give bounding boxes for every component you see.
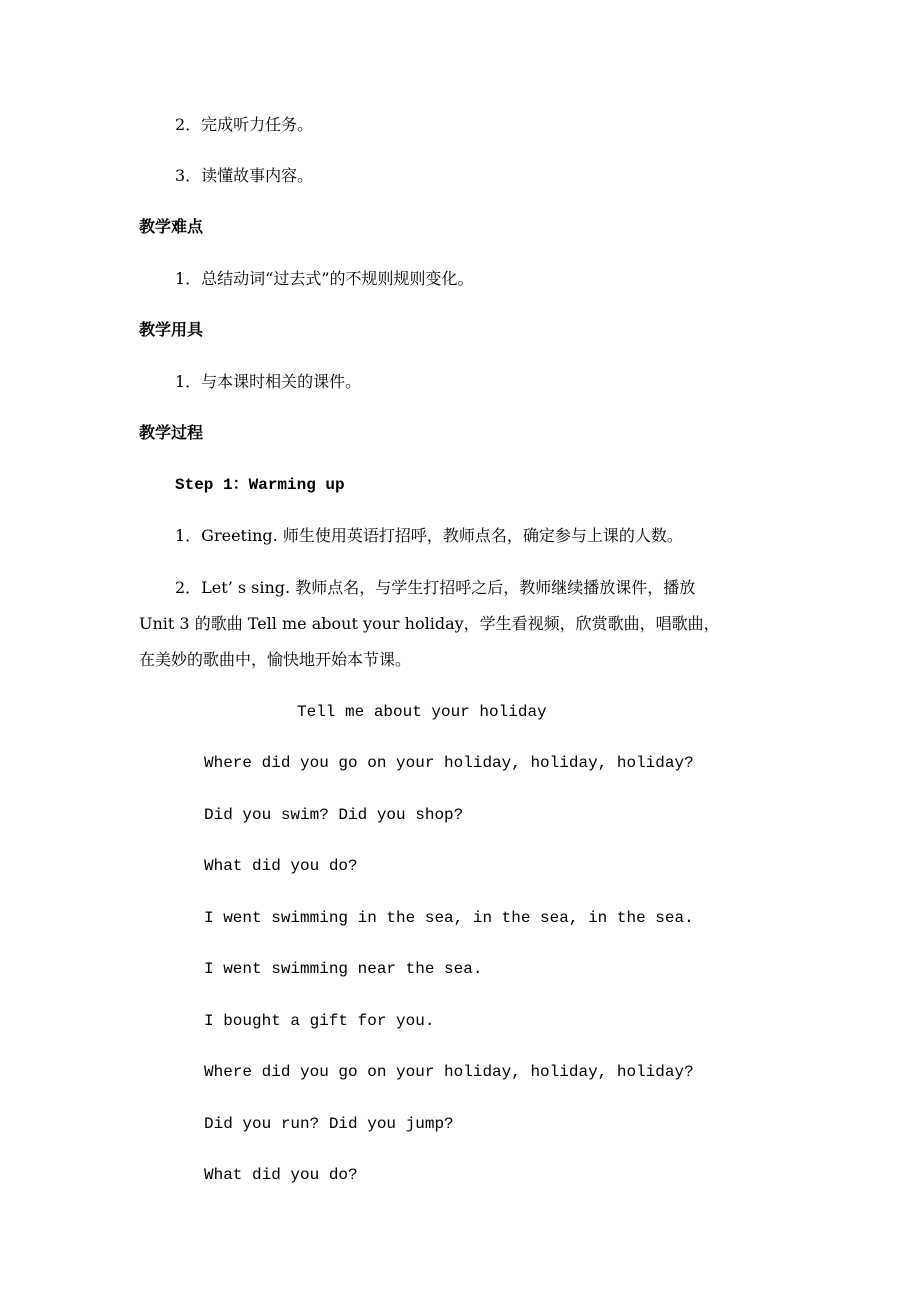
step1-title: Step 1：Warming up	[175, 476, 345, 494]
difficulty-item-1: 1．总结动词“过去式”的不规则规则变化。	[175, 269, 474, 288]
process-item-1: 1．Greeting. 师生使用英语打招呼，教师点名，确定参与上课的人数。	[175, 526, 683, 545]
objective-item-3: 3．读懂故事内容。	[175, 166, 314, 185]
song-title: Tell me about your holiday	[297, 703, 547, 721]
objective-item-2: 2．完成听力任务。	[175, 115, 314, 134]
song-line: Did you run? Did you jump?	[204, 1115, 454, 1133]
process-heading: 教学过程	[139, 423, 204, 442]
song-line: Where did you go on your holiday, holiday, holiday?	[204, 1063, 694, 1081]
process-item-2-line-2: Unit 3 的歌曲 Tell me about your holiday，学生看视频，欣赏歌曲，唱歌曲，	[139, 614, 720, 633]
song-line: Where did you go on your holiday, holiday, holiday?	[204, 754, 694, 772]
song-line: Did you swim? Did you shop?	[204, 806, 464, 824]
process-item-2-line-3: 在美妙的歌曲中，愉快地开始本节课。	[139, 650, 412, 669]
tools-heading: 教学用具	[139, 320, 204, 339]
tool-item-1: 1．与本课时相关的课件。	[175, 372, 362, 391]
process-item-2-line-1: 2．Let’ s sing. 教师点名，与学生打招呼之后，教师继续播放课件，播放	[175, 578, 696, 597]
song-line: I bought a gift for you.	[204, 1012, 435, 1030]
difficulties-heading: 教学难点	[139, 217, 204, 236]
song-line: I went swimming in the sea, in the sea, in the sea.	[204, 909, 694, 927]
song-line: What did you do?	[204, 857, 358, 875]
song-line: What did you do?	[204, 1166, 358, 1184]
song-line: I went swimming near the sea.	[204, 960, 483, 978]
